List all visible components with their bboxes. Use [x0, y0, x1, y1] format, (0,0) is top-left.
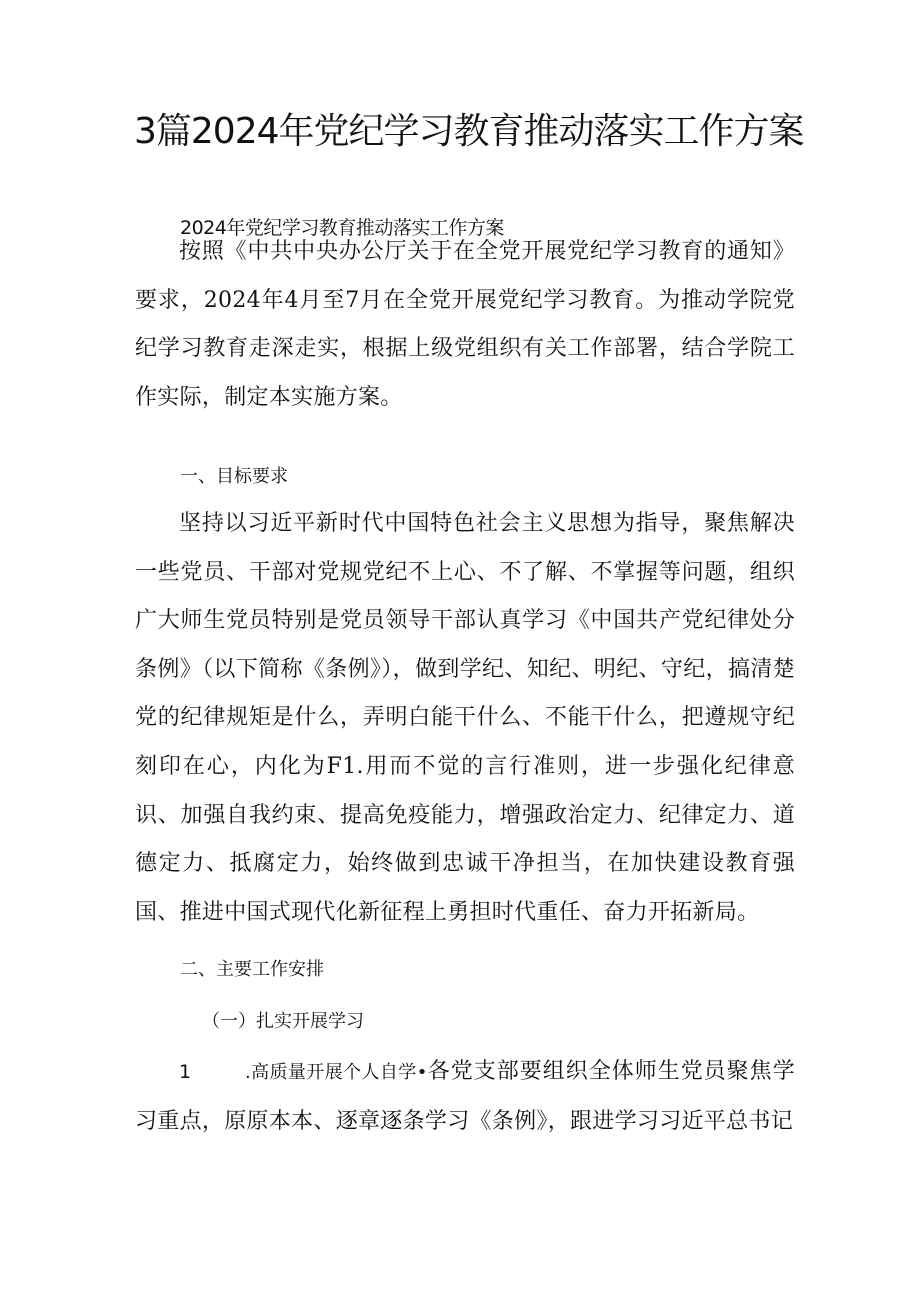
section-2-heading: 二、主要工作安排 [180, 959, 324, 980]
item-title: .高质量开展个人自学• [245, 1062, 428, 1083]
section-2-item-1-paragraph [135, 1048, 795, 1146]
section-1-heading: 一、目标要求 [180, 466, 288, 487]
document-subtitle: 2024年党纪学习教育推动落实工作方案 [180, 217, 504, 239]
intro-paragraph: 按照《中共中央办公厅关于在全党开展党纪学习教育的通知》要求，2024年4月至7月在全党开展党纪学习教育。为推动学院党纪学习教育走深走实，根据上级党组织有关工作部署，结合学院工作实际，制定本实施方案。 [135, 239, 795, 410]
document-title: 3篇2024年党纪学习教育推动落实工作方案 [134, 111, 804, 152]
item-body: 各党支部要组织全体师生党员聚焦学习重点，原原本本、逐章逐条学习《条例》，跟进学习习近平总书记 [135, 1059, 795, 1134]
section-2-subheading: （一）扎实开展学习 [202, 1011, 364, 1032]
section-1-paragraph: 坚持以习近平新时代中国特色社会主义思想为指导，聚焦解决一些党员、干部对党规党纪不上心、不了解、不掌握等问题，组织广大师生党员特别是党员领导干部认真学习《中国共产党纪律处分条例》（以下简称《条例》），做到学纪、知纪、明纪、守纪，搞清楚党的纪律规矩是什么，弄明白能干什么、不能干什么，把遵规守纪刻印在心，内化为F1.用而不觉的言行准则，进一步强化纪律意识、加强自我约束、提高免疫能力，增强政治定力、纪律定力、道德定力、抵腐定力，始终做到忠诚干净担当，在加快建设教育强国、推进中国式现代化新征程上勇担时代重任、奋力开拓新局。 [135, 511, 795, 925]
item-number: 1 [179, 1061, 192, 1083]
